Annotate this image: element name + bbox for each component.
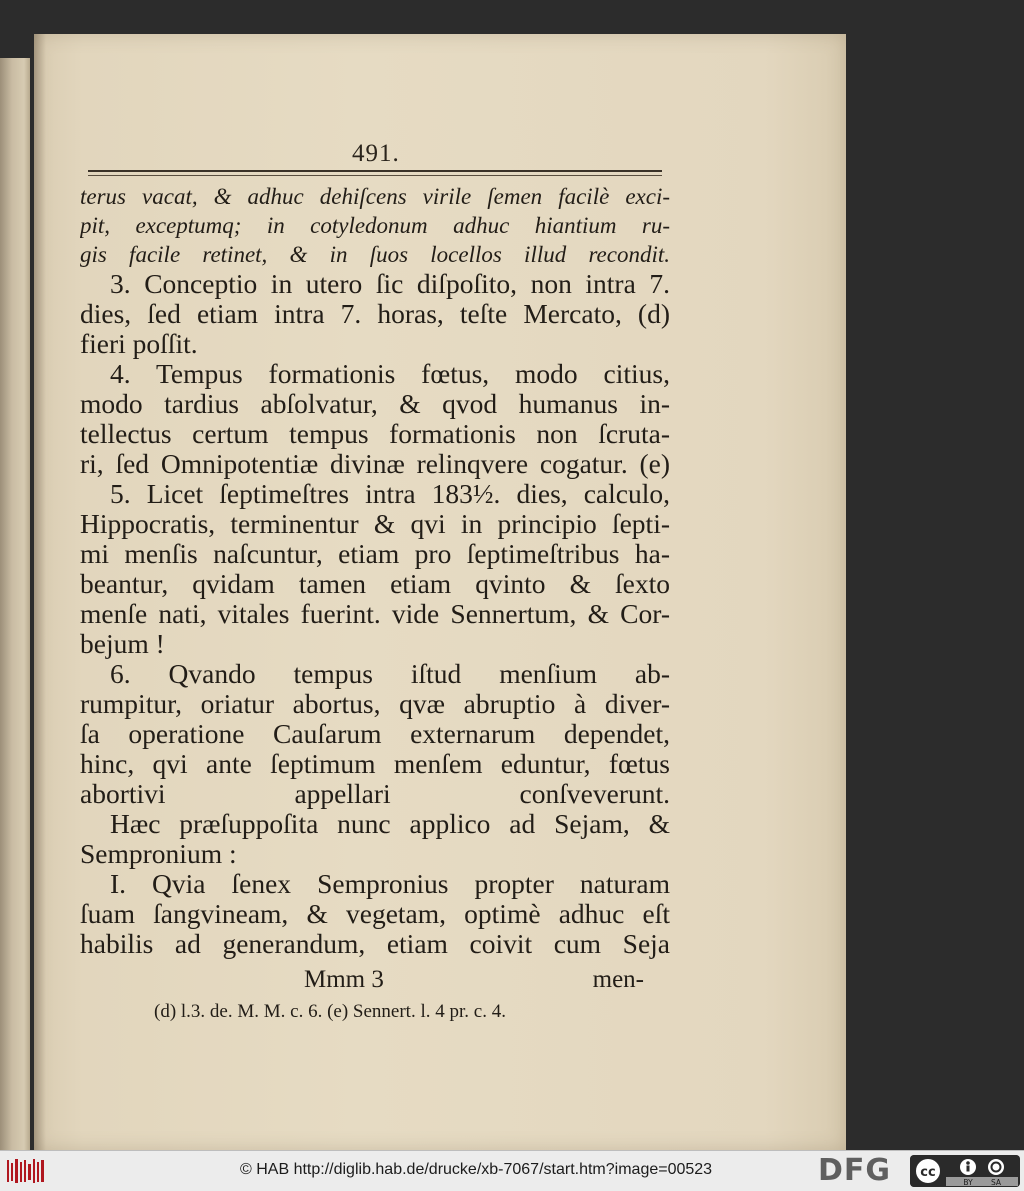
previous-page-edge [0,58,30,1150]
text-line: menſe nati, vitales fuerint. vide Sennertum, & Cor- [80,599,670,629]
cc-symbol: cc [920,1165,936,1180]
dfg-logo: DFG [818,1153,892,1188]
text-line: tellectus certum tempus formationis non ſcruta- [80,419,670,449]
text-line: beantur, qvidam tamen etiam qvinto & ſexto [80,569,670,599]
signature-mark: Mmm 3 [304,966,384,993]
text-line: 3. Conceptio in utero ſic diſpoſito, non intra 7. [110,269,670,299]
text-line: 6. Qvando tempus iſtud menſium ab- [110,659,670,689]
text-line: ſuam ſangvineam, & vegetam, optimè adhuc eſt [80,899,670,929]
footnote: (d) l.3. de. M. M. c. 6. (e) Sennert. l. 4 pr. c. 4. [154,1001,506,1022]
text-line: ſa operatione Cauſarum externarum dependet, [80,719,670,749]
text-line: Hippocratis, terminentur & qvi in principio ſepti- [80,509,670,539]
text-line: Hæc præſuppoſita nunc applico ad Sejam, & [110,809,670,839]
text-line: 5. Licet ſeptimeſtres intra 183½. dies, calculo, [110,479,670,509]
text-line: gis facile retinet, & in ſuos locellos illud recondit. [80,242,670,267]
body-text [80,182,670,959]
text-line: terus vacat, & adhuc dehiſcens virile ſemen facilè exci- [80,184,670,209]
text-line: rumpitur, oriatur abortus, qvæ abruptio à diver- [80,689,670,719]
gutter-shadow [34,34,46,1150]
text-line: hinc, qvi ante ſeptimum menſem eduntur, fœtus [80,749,670,779]
license-sa-label: SA [990,1178,1002,1187]
text-line: Sempronium : [80,839,237,869]
text-line: dies, ſed etiam intra 7. horas, teſte Mercato, (d) [80,299,670,329]
footer-bar [0,1150,1024,1191]
hab-barcode-logo [6,1157,46,1185]
text-line: I. Qvia ſenex Sempronius propter naturam [110,869,670,899]
header-rule [88,170,662,172]
header-rule-thin [88,175,662,176]
copyright-link[interactable]: © HAB http://diglib.hab.de/drucke/xb-7067/start.htm?image=00523 [240,1161,713,1178]
text-line: fieri poſſit. [80,329,198,359]
catchword: men- [592,966,644,993]
text-line: ri, ſed Omnipotentiæ divinæ relinqvere cogatur. (e) [80,449,670,479]
text-line: abortivi appellari conſveverunt. [80,779,670,809]
text-line: mi menſis naſcuntur, etiam pro ſeptimeſtribus ha- [80,539,670,569]
text-line: pit, exceptumq; in cotyledonum adhuc hiantium ru- [80,213,670,238]
page-number: 491. [352,140,400,167]
text-line: bejum ! [80,629,165,659]
text-line: modo tardius abſolvatur, & qvod humanus in- [80,389,670,419]
book-page [34,34,846,1150]
text-line: 4. Tempus formationis fœtus, modo citius, [110,359,670,389]
license-by-label: BY [963,1178,973,1187]
cc-by-sa-license-icon[interactable] [910,1155,1020,1187]
text-line: habilis ad generandum, etiam coivit cum Seja [80,929,670,959]
